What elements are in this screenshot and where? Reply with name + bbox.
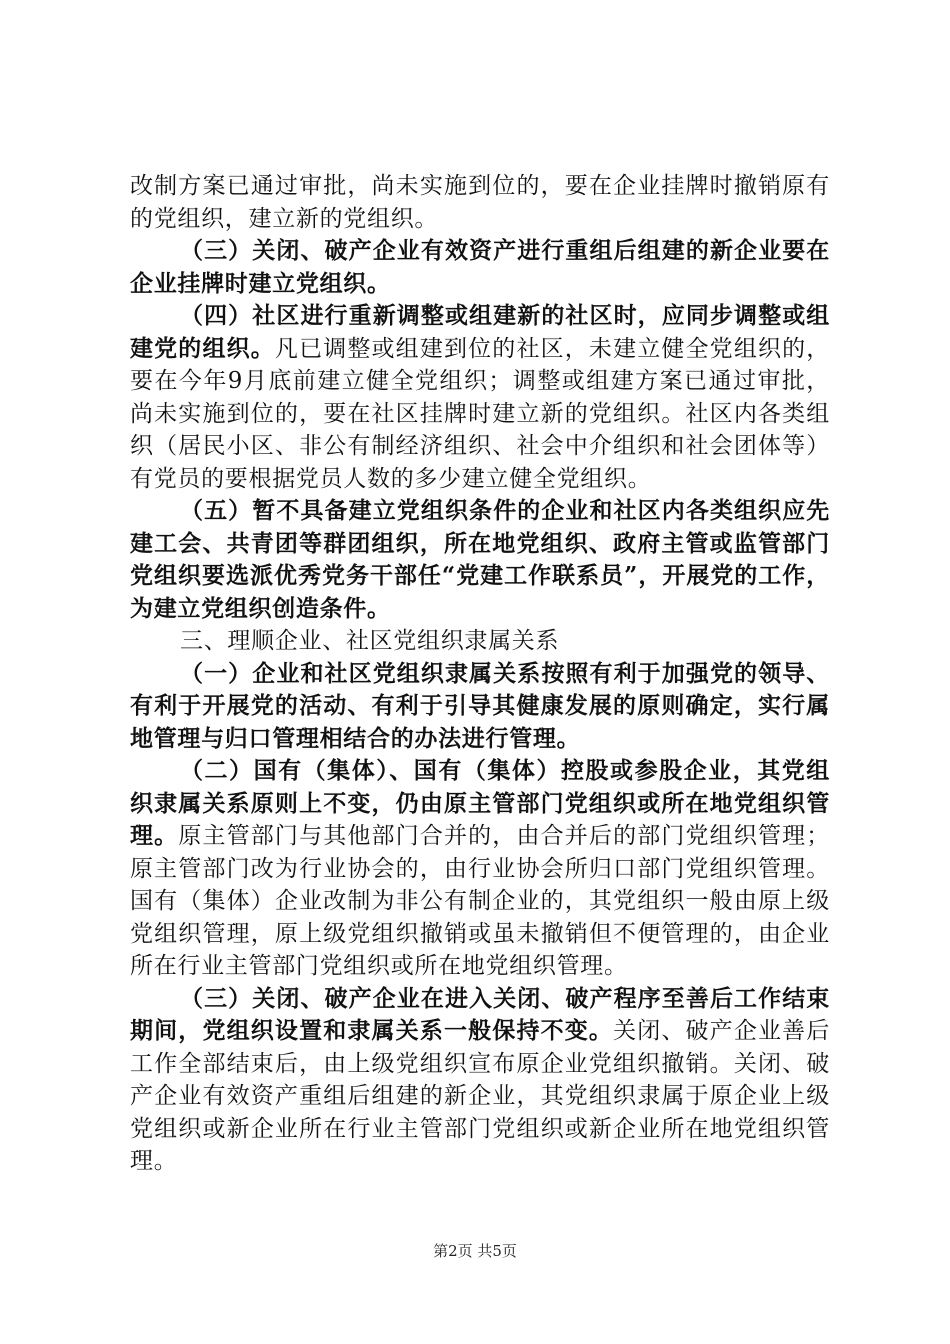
paragraph-8 (130, 983, 830, 1178)
section-heading (130, 625, 830, 658)
paragraph-body: 改制方案已通过审批，尚未实施到位的，要在企业挂牌时撤销原有的党组织，建立新的党组织。 (130, 173, 830, 232)
paragraph-6 (130, 658, 830, 756)
paragraph-body: 三、理顺企业、社区党组织隶属关系 (180, 628, 560, 654)
paragraph-body: 关闭、破产企业善后工作全部结束后，由上级党组织宣布原企业党组织撤销。关闭、破产企业有效资产重组后组建的新企业，其党组织隶属于原企业上级党组织或新企业所在行业主管部门党组织或新企业所在地党组织管理。 (130, 1018, 830, 1174)
paragraph-body: 凡已调整或组建到位的社区，未建立健全党组织的，要在今年9月底前建立健全党组织；调整或组建方案已通过审批，尚未实施到位的，要在社区挂牌时建立新的党组织。社区内各类组织（居民小区、非公有制经济组织、社会中介组织和社会团体等）有党员的要根据党员人数的多少建立健全党组织。 (130, 335, 830, 492)
paragraph-lead: （三）关闭、破产企业在进入关闭、破产程序至善后工作结束期间，党组织设置和隶属关系一般保持不变。 (130, 984, 830, 1044)
paragraph-lead: （四）社区进行重新调整或组建新的社区时，应同步调整或组建党的组织。 (130, 302, 830, 362)
paragraph-3 (130, 300, 830, 495)
paragraph-1 (130, 170, 830, 235)
paragraph-4 (130, 495, 830, 625)
paragraph-body: 原主管部门与其他部门合并的，由合并后的部门党组织管理；原主管部门改为行业协会的，由行业协会所归口部门党组织管理。国有（集体）企业改制为非公有制企业的，其党组织一般由原上级党组织管理，原上级党组织撤销或虽未撤销但不便管理的，由企业所在行业主管部门党组织或所在地党组织管理。 (130, 823, 830, 979)
paragraph-lead: （三）关闭、破产企业有效资产进行重组后组建的新企业要在企业挂牌时建立党组织。 (130, 237, 830, 297)
document-body (130, 170, 830, 1178)
paragraph-7 (130, 755, 830, 983)
page-number-footer: 第2页 共5页 (433, 1242, 517, 1260)
paragraph-2 (130, 235, 830, 300)
paragraph-lead: （五）暂不具备建立党组织条件的企业和社区内各类组织应先建工会、共青团等群团组织，所在地党组织、政府主管或监管部门党组织要选派优秀党务干部任“党建工作联系员”，开展党的工作，为建立党组织创造条件。 (130, 497, 830, 622)
paragraph-lead: （二）国有（集体）、国有（集体）控股或参股企业，其党组织隶属关系原则上不变，仍由原主管部门党组织或所在地党组织管理。 (130, 757, 830, 849)
paragraph-lead: （一）企业和社区党组织隶属关系按照有利于加强党的领导、有利于开展党的活动、有利于引导其健康发展的原则确定，实行属地管理与归口管理相结合的办法进行管理。 (130, 659, 830, 752)
